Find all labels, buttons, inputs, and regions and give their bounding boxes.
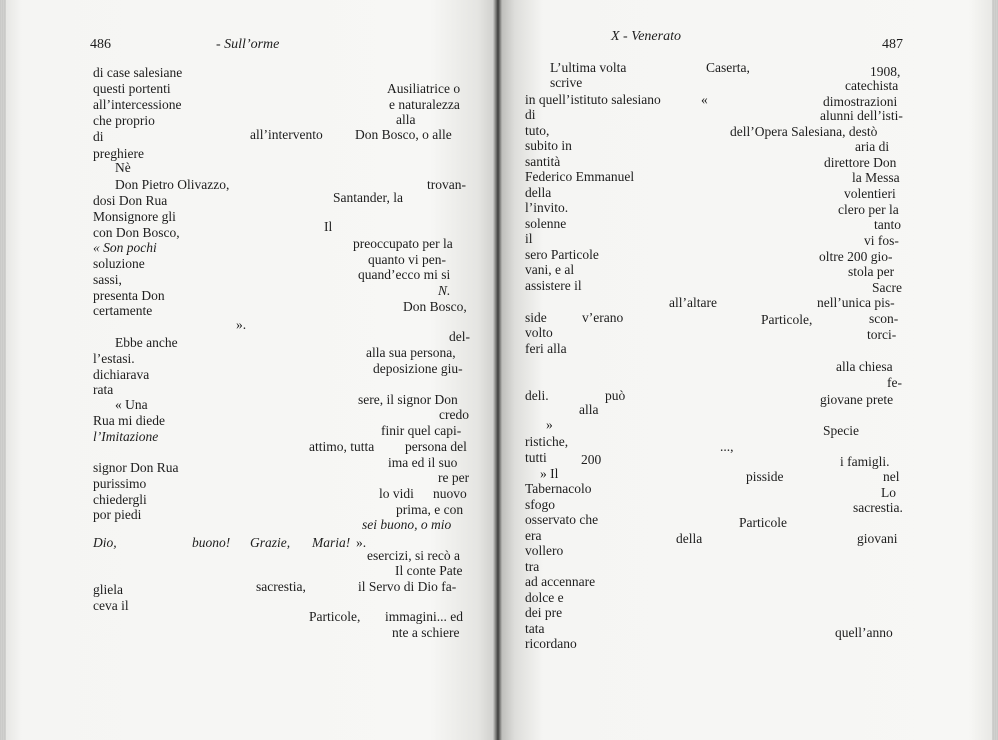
text-fragment: l’invito. [525,200,569,215]
text-fragment: Santander, la [333,190,403,205]
text-fragment: » [546,417,553,432]
text-fragment: nte a schiere [392,625,460,640]
text-fragment: scrive [550,75,583,90]
text-fragment: Il conte Pate [395,563,463,578]
text-fragment: di [525,107,536,122]
text-fragment: aria di [855,139,890,154]
text-fragment: 200 [581,452,602,467]
text-fragment: chiedergli [93,492,147,507]
text-fragment: Grazie, [250,535,291,550]
text-fragment: nel [883,469,900,484]
text-fragment: all’altare [669,295,717,310]
text-fragment: signor Don Rua [93,460,179,475]
text-fragment: finir quel capi- [381,423,462,438]
text-fragment: Il [324,219,333,234]
text-fragment: tuto, [525,123,550,138]
text-fragment: all’intervento [250,127,323,142]
text-fragment: credo [439,407,469,422]
text-fragment: dosi Don Rua [93,193,168,208]
text-fragment: « Una [115,397,148,412]
text-fragment: alunni dell’isti- [820,108,903,123]
text-fragment: l’Imitazione [93,429,159,444]
text-fragment: oltre 200 gio- [819,249,893,264]
text-fragment: nell’unica pis- [817,295,895,310]
text-fragment: esercizi, si recò a [367,548,460,563]
running-title-left: - Sull’orme [216,37,280,52]
text-fragment: subito in [525,138,572,153]
text-fragment: giovani [857,531,898,546]
text-fragment: deli. [525,388,549,403]
text-fragment: ricordano [525,636,577,651]
text-fragment: Monsignore gli [93,209,176,224]
page-edge-right [992,0,998,740]
text-fragment: v’erano [582,310,624,325]
text-fragment: e naturalezza [389,97,460,112]
text-fragment: santità [525,154,561,169]
text-fragment: feri alla [525,341,567,356]
text-fragment: sacrestia. [853,500,903,515]
text-fragment: torci- [867,327,897,342]
text-fragment: trovan- [427,177,466,192]
text-fragment: persona del [405,439,467,454]
right-page [499,0,998,740]
text-fragment: che proprio [93,113,155,128]
text-fragment: preghiere [93,146,144,161]
text-fragment: prima, e con [396,502,464,517]
text-fragment: Don Pietro Olivazzo, [115,177,230,192]
text-fragment: stola per [848,264,895,279]
text-fragment: Federico Emmanuel [525,169,635,184]
text-fragment: N. [438,283,451,298]
text-fragment: tanto [874,217,901,232]
text-fragment: lo vidi [379,486,414,501]
text-fragment: ..., [720,439,734,454]
text-fragment: solenne [525,216,567,231]
text-fragment: Caserta, [706,60,750,75]
text-fragment: scon- [869,311,899,326]
text-fragment: L’ultima volta [550,60,627,75]
text-fragment: 1908, [870,64,901,79]
text-fragment: della [525,185,552,200]
text-fragment: Maria! [312,535,351,550]
text-fragment: buono! [192,535,231,550]
text-fragment: por piedi [93,507,142,522]
text-fragment: Rua mi diede [93,413,165,428]
text-fragment: re per [438,470,470,485]
text-fragment: il Servo di Dio fa- [358,579,457,594]
text-fragment: Particole [739,515,787,530]
text-fragment: dimostrazioni [823,94,898,109]
text-fragment: della [676,531,703,546]
book-gutter [493,0,502,740]
text-fragment: assistere il [525,278,582,293]
text-fragment: tutti [525,450,547,465]
text-fragment: osservato che [525,512,599,527]
text-fragment: quell’anno [835,625,893,640]
text-fragment: side [525,310,547,325]
text-fragment: nuovo [433,486,467,501]
page-number-right: 487 [882,37,903,52]
text-fragment: dolce e [525,590,564,605]
text-fragment: rata [93,382,114,397]
text-fragment: sassi, [93,272,122,287]
text-fragment: ». [236,317,247,332]
text-fragment: il [525,231,533,246]
text-fragment: « Son pochi [93,240,157,255]
text-fragment: tata [525,621,545,636]
text-fragment: sero Particole [525,247,599,262]
text-fragment: sere, il signor Don [358,392,458,407]
text-fragment: certamente [93,303,153,318]
text-fragment: Sacre [872,280,902,295]
text-fragment: ceva il [93,598,129,613]
text-fragment: quand’ecco mi si [358,267,451,282]
text-fragment: con Don Bosco, [93,225,180,240]
text-fragment: Specie [823,423,859,438]
text-fragment: immagini... ed [385,609,463,624]
text-fragment: era [525,528,542,543]
text-fragment: dei pre [525,605,563,620]
text-fragment: di case salesiane [93,65,183,80]
text-fragment: Nè [115,160,131,175]
text-fragment: del- [449,329,470,344]
text-fragment: » Il [540,466,559,481]
text-fragment: Dio, [93,535,117,550]
text-fragment: direttore Don [824,155,897,170]
text-fragment: Ebbe anche [115,335,178,350]
text-fragment: ristiche, [525,434,569,449]
text-fragment: Don Bosco, o alle [355,127,452,142]
text-fragment: sacrestia, [256,579,306,594]
text-fragment: volto [525,325,553,340]
text-fragment: la Messa [852,170,900,185]
text-fragment: di [93,129,104,144]
text-fragment: « [701,92,708,107]
text-fragment: sfogo [525,497,555,512]
text-fragment: purissimo [93,476,147,491]
text-fragment: ima ed il suo [388,455,458,470]
page-number-left: 486 [90,37,111,52]
text-fragment: catechista [845,78,899,93]
text-fragment: presenta Don [93,288,165,303]
text-fragment: l’estasi. [93,351,135,366]
text-fragment: alla [396,112,416,127]
text-fragment: pisside [746,469,784,484]
text-fragment: Don Bosco, [403,299,467,314]
text-fragment: Particole, [761,312,813,327]
text-fragment: in quell’istituto salesiano [525,92,661,107]
text-fragment: giovane prete [820,392,894,407]
text-fragment: clero per la [838,202,899,217]
text-fragment: sei buono, o mio [362,517,452,532]
text-fragment: alla sua persona, [366,345,456,360]
text-fragment: vollero [525,543,564,558]
text-fragment: attimo, tutta [309,439,375,454]
text-fragment: dichiarava [93,367,150,382]
text-fragment: alla chiesa [836,359,893,374]
running-title-right: X - Venerato [611,29,681,44]
text-fragment: preoccupato per la [353,236,453,251]
text-fragment: Tabernacolo [525,481,592,496]
text-fragment: deposizione giu- [373,361,463,376]
text-fragment: fe- [887,375,902,390]
text-fragment: ». [356,535,367,550]
text-fragment: ad accennare [525,574,596,589]
text-fragment: Ausiliatrice o [387,81,461,96]
text-fragment: Lo [881,485,896,500]
text-fragment: tra [525,559,540,574]
text-fragment: all’intercessione [93,97,182,112]
text-fragment: volentieri [844,186,896,201]
text-fragment: i famigli. [840,454,890,469]
text-fragment: vi fos- [864,233,899,248]
text-fragment: dell’Opera Salesiana, destò [730,124,878,139]
text-fragment: alla [579,402,599,417]
text-fragment: può [605,388,626,403]
text-fragment: quanto vi pen- [368,252,446,267]
text-fragment: questi portenti [93,81,171,96]
text-fragment: Particole, [309,609,361,624]
page-edge-left [0,0,6,740]
text-fragment: gliela [93,582,123,597]
text-fragment: vani, e al [525,262,575,277]
text-fragment: soluzione [93,256,145,271]
